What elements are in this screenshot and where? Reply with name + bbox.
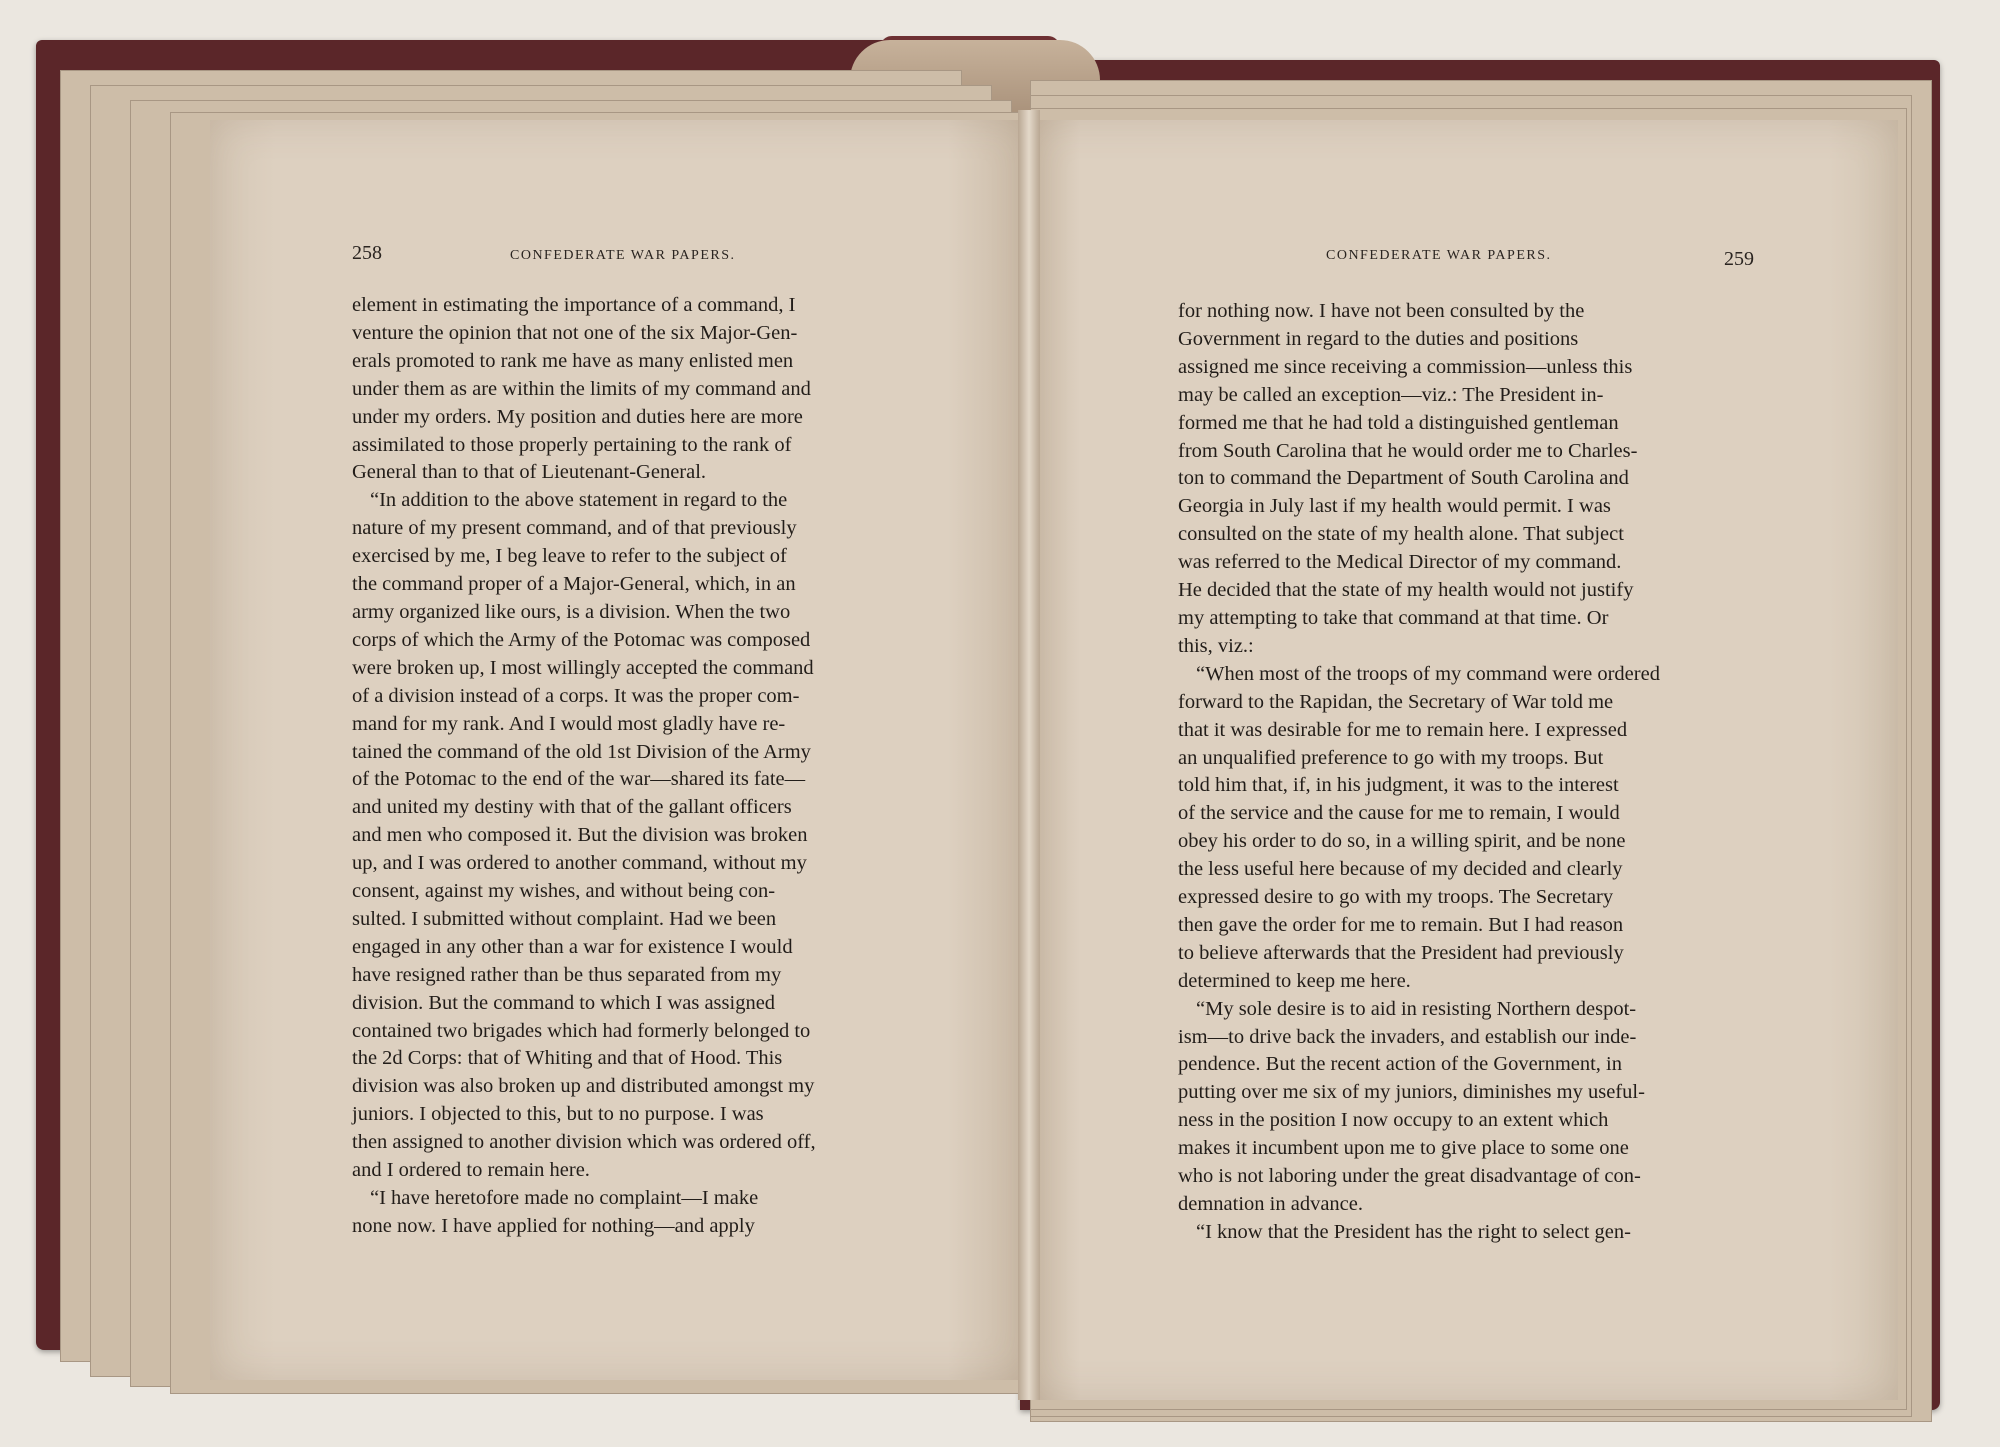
text-line: venture the opinion that not one of the six Major-Gen- bbox=[352, 321, 798, 344]
text-line: engaged in any other than a war for existence I would bbox=[352, 935, 793, 958]
text-line: assigned me since receiving a commission—unless this bbox=[1178, 355, 1633, 378]
text-line: that it was desirable for me to remain here. I expressed bbox=[1178, 718, 1628, 741]
text-line: ism—to drive back the invaders, and establish our inde- bbox=[1178, 1025, 1637, 1048]
text-line: ton to command the Department of South Carolina and bbox=[1178, 467, 1629, 490]
text-line: under my orders. My position and duties here are more bbox=[352, 405, 803, 428]
text-line: formed me that he had told a distinguished gentleman bbox=[1178, 411, 1619, 434]
text-line: and I ordered to remain here. bbox=[352, 1159, 590, 1182]
text-line: may be called an exception—viz.: The President in- bbox=[1178, 383, 1604, 406]
text-line: makes it incumbent upon me to give place to some one bbox=[1178, 1137, 1629, 1160]
text-line: putting over me six of my juniors, diminishes my useful- bbox=[1178, 1081, 1645, 1104]
text-line: “In addition to the above statement in regard to the bbox=[370, 489, 788, 512]
text-line: none now. I have applied for nothing—and apply bbox=[352, 1214, 755, 1237]
text-line: He decided that the state of my health would not justify bbox=[1178, 579, 1634, 602]
right-page-body bbox=[1178, 298, 1760, 1247]
text-line: this, viz.: bbox=[1178, 634, 1254, 657]
text-line: have resigned rather than be thus separated from my bbox=[352, 963, 782, 986]
text-line: consulted on the state of my health alone. That subject bbox=[1178, 523, 1624, 546]
text-line: to believe afterwards that the President had previously bbox=[1178, 941, 1624, 964]
text-line: demnation in advance. bbox=[1178, 1193, 1364, 1215]
text-line: of a division instead of a corps. It was the proper com- bbox=[352, 684, 800, 707]
text-line: under them as are within the limits of my command and bbox=[352, 377, 811, 400]
right-running-head: CONFEDERATE WAR PAPERS. bbox=[1326, 248, 1552, 263]
text-line: consent, against my wishes, and without being con- bbox=[352, 880, 776, 903]
text-line: the less useful here because of my decided and clearly bbox=[1178, 858, 1623, 881]
text-line: the command proper of a Major-General, which, in an bbox=[352, 573, 796, 596]
text-line: Government in regard to the duties and positions bbox=[1178, 327, 1579, 350]
book-gutter bbox=[1018, 110, 1040, 1400]
text-line: “My sole desire is to aid in resisting Northern despot- bbox=[1196, 997, 1637, 1020]
text-line: assimilated to those properly pertaining to the rank of bbox=[352, 433, 792, 456]
text-line: army organized like ours, is a division. When the two bbox=[352, 600, 791, 623]
text-line: General than to that of Lieutenant-General. bbox=[352, 461, 707, 484]
left-running-head: CONFEDERATE WAR PAPERS. bbox=[510, 248, 736, 263]
text-line: then assigned to another division which was ordered off, bbox=[352, 1131, 816, 1154]
text-line: corps of which the Army of the Potomac was composed bbox=[352, 628, 811, 651]
text-line: told him that, if, in his judgment, it was to the interest bbox=[1178, 774, 1619, 797]
text-line: obey his order to do so, in a willing spirit, and be none bbox=[1178, 830, 1626, 853]
text-line: “I know that the President has the right to select gen- bbox=[1196, 1220, 1631, 1243]
text-line: exercised by me, I beg leave to refer to the subject of bbox=[352, 545, 787, 568]
text-line: my attempting to take that command at that time. Or bbox=[1178, 606, 1609, 629]
text-line: erals promoted to rank me have as many enlisted men bbox=[352, 349, 794, 372]
text-line: mand for my rank. And I would most gladly have re- bbox=[352, 712, 786, 735]
text-line: from South Carolina that he would order me to Charles- bbox=[1178, 439, 1638, 462]
text-line: were broken up, I most willingly accepted the command bbox=[352, 656, 814, 679]
text-line: juniors. I objected to this, but to no purpose. I was bbox=[352, 1103, 764, 1126]
text-line: division. But the command to which I was assigned bbox=[352, 991, 776, 1014]
text-line: sulted. I submitted without complaint. Had we been bbox=[352, 907, 777, 930]
text-line: nature of my present command, and of that previously bbox=[352, 517, 797, 540]
text-line: expressed desire to go with my troops. The Secretary bbox=[1178, 886, 1614, 909]
text-line: determined to keep me here. bbox=[1178, 969, 1411, 992]
text-line: “I have heretofore made no complaint—I make bbox=[370, 1187, 759, 1209]
text-line: ness in the position I now occupy to an extent which bbox=[1178, 1109, 1609, 1132]
text-line: and united my destiny with that of the gallant officers bbox=[352, 796, 792, 819]
text-line: the 2d Corps: that of Whiting and that of Hood. This bbox=[352, 1047, 783, 1070]
text-line: pendence. But the recent action of the Government, in bbox=[1178, 1053, 1623, 1076]
left-page-number: 258 bbox=[352, 242, 382, 264]
text-line: tained the command of the old 1st Division of the Army bbox=[352, 740, 811, 763]
text-line: “When most of the troops of my command were ordered bbox=[1196, 662, 1660, 685]
text-line: an unqualified preference to go with my troops. But bbox=[1178, 746, 1604, 769]
text-line: who is not laboring under the great disadvantage of con- bbox=[1178, 1165, 1641, 1188]
text-line: and men who composed it. But the division was broken bbox=[352, 824, 808, 847]
text-line: forward to the Rapidan, the Secretary of War told me bbox=[1178, 690, 1614, 713]
text-line: up, and I was ordered to another command, without my bbox=[352, 852, 807, 875]
right-page-number: 259 bbox=[1724, 248, 1754, 270]
text-line: of the service and the cause for me to remain, I would bbox=[1178, 802, 1620, 825]
text-line: of the Potomac to the end of the war—shared its fate— bbox=[352, 768, 806, 791]
text-line: was referred to the Medical Director of my command. bbox=[1178, 551, 1622, 574]
left-page-body bbox=[352, 292, 942, 1241]
text-line: for nothing now. I have not been consulted by the bbox=[1178, 300, 1585, 322]
text-line: then gave the order for me to remain. But I had reason bbox=[1178, 913, 1624, 936]
text-line: Georgia in July last if my health would permit. I was bbox=[1178, 495, 1611, 518]
text-line: element in estimating the importance of a command, I bbox=[352, 294, 796, 316]
text-line: division was also broken up and distributed amongst my bbox=[352, 1075, 815, 1098]
text-line: contained two brigades which had formerly belonged to bbox=[352, 1019, 811, 1042]
